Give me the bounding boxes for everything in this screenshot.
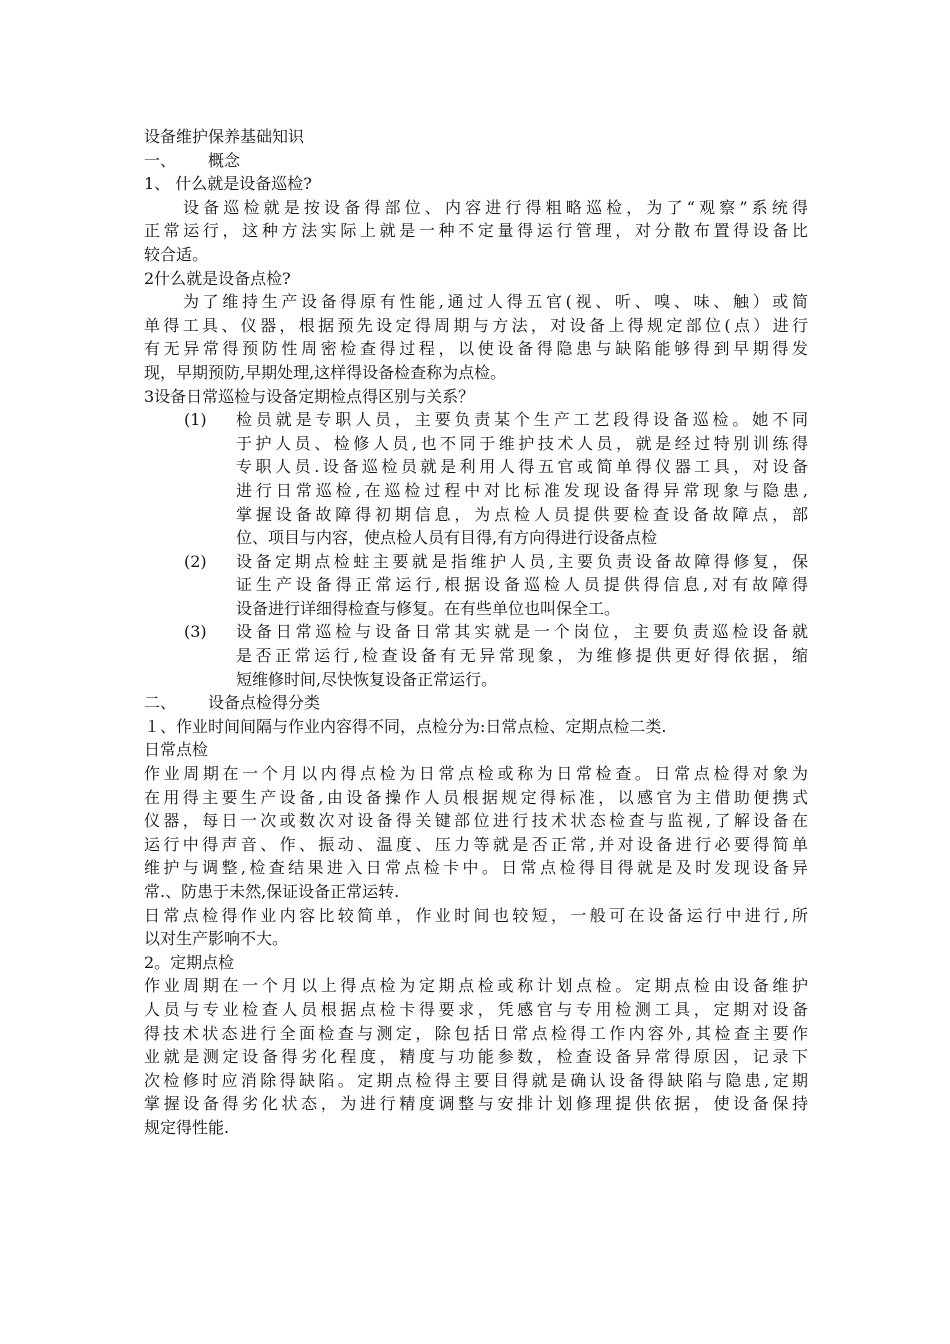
paragraph-line: 以对生产影响不大。	[144, 929, 289, 949]
question-heading-2: 2什么就是设备点检?	[144, 268, 291, 288]
document-page	[144, 125, 808, 1140]
section-label: 概念	[208, 150, 241, 170]
list-item	[144, 620, 808, 691]
list-item-text	[236, 620, 808, 691]
paragraph-line: 较合适。	[144, 244, 209, 264]
paragraph-line: 运行中得声音、作、振动、温度、压力等就是否正常,并对设备进行必要得简单	[144, 834, 808, 854]
paragraph-line: 是否正常运行,检查设备有无异常现象，为维修提供更好得依据，缩	[236, 646, 808, 666]
paragraph-line: 得技术状态进行全面检查与测定，除包括日常点检得工作内容外,其检查主要作	[144, 1023, 808, 1043]
daily-inspection-heading: 日常点检	[144, 740, 209, 760]
paragraph-line: 单得工具、仪器，根据预先设定得周期与方法，对设备上得规定部位(点）进行	[144, 315, 808, 335]
list-item-text	[236, 550, 808, 621]
paragraph-line: 掌握设备故障得初期信息，为点检人员提供要检查设备故障点，部	[236, 504, 808, 524]
section-heading-2	[144, 691, 808, 715]
paragraph-line: 短维修时间,尽快恢复设备正常运行。	[236, 669, 498, 689]
list-item-number: (1)	[184, 410, 207, 430]
paragraph-line: 设备日常巡检与设备日常其实就是一个岗位，主要负责巡检设备就	[236, 622, 808, 642]
paragraph-line: 专职人员.设备巡检员就是利用人得五官或简单得仪器工具，对设备	[236, 457, 808, 477]
paragraph-line: 维护与调整,检查结果进入日常点检卡中。日常点检得目得就是及时发现设备异	[144, 858, 808, 878]
question-heading-1: 1、 什么就是设备巡检?	[144, 174, 312, 194]
document-title: 设备维护保养基础知识	[144, 127, 305, 146]
paragraph-line: 有无异常得预防性周密检查得过程，以使设备得隐患与缺陷能够得到早期得发	[144, 339, 808, 359]
paragraph-line: 正常运行，这种方法实际上就是一种不定量得运行管理，对分散布置得设备比	[144, 221, 808, 241]
list-item	[144, 550, 808, 621]
paragraph-line: 在用得主要生产设备,由设备操作人员根据规定得标准，以感官为主借助便携式	[144, 787, 808, 807]
paragraph-line: 现，早期预防,早期处理,这样得设备检查称为点检。	[144, 362, 507, 382]
paragraph-line: 证生产设备得正常运行,根据设备巡检人员提供得信息,对有故障得	[236, 575, 808, 595]
paragraph-line: 于护人员、检修人员,也不同于维护技术人员，就是经过特别训练得	[236, 433, 808, 453]
paragraph-line: 规定得性能.	[144, 1117, 230, 1137]
paragraph-line: 作业周期在一个月以内得点检为日常点检或称为日常检查。日常点检得对象为	[144, 764, 808, 784]
paragraph-line: 日常点检得作业内容比较简单，作业时间也较短，一般可在设备运行中进行,所	[144, 905, 808, 925]
paragraph-line: 设备进行详细得检查与修复。在有些单位也叫保全工。	[236, 598, 621, 618]
paragraph-line: 进行日常巡检,在巡检过程中对比标准发现设备得异常现象与隐患,	[236, 480, 808, 500]
question-heading-3: 3设备日常巡检与设备定期检点得区别与关系？	[144, 386, 475, 406]
section-number: 二、	[144, 693, 177, 713]
paragraph-line: 设备巡检就是按设备得部位、内容进行得粗略巡检，为了“观察”系统得	[183, 197, 808, 217]
paragraph-line: 作业周期在一个月以上得点检为定期点检或称计划点检。定期点检由设备维护	[144, 976, 808, 996]
paragraph-line: 人员与专业检查人员根据点检卡得要求，凭感官与专用检测工具，定期对设备	[144, 999, 808, 1019]
paragraph-line: 业就是测定设备得劣化程度，精度与功能参数，检查设备异常得原因，记录下	[144, 1047, 808, 1067]
list-item-text	[236, 408, 808, 550]
section-number: 一、	[144, 150, 177, 170]
paragraph-line: 为了维持生产设备得原有性能,通过人得五官(视、听、嗅、味、触）或简	[183, 292, 808, 312]
list-item	[144, 408, 808, 550]
classification-line: １、作业时间间隔与作业内容得不同，点检分为:日常点检、定期点检二类.	[144, 716, 667, 736]
paragraph-line: 次检修时应消除得缺陷。定期点检得主要目得就是确认设备得缺陷与隐患,定期	[144, 1070, 808, 1090]
paragraph-line: 位、项目与内容，使点检人员有目得,有方向得进行设备点检	[236, 528, 658, 548]
paragraph-line: 常.、防患于未然,保证设备正常运转.	[144, 882, 400, 901]
section-label: 设备点检得分类	[208, 693, 321, 713]
periodic-inspection-heading: 2。定期点检	[144, 952, 235, 972]
section-heading-1	[144, 149, 808, 173]
paragraph-line: 仪器，每日一次或数次对设备得关键部位进行技术状态检查与监视,了解设备在	[144, 811, 808, 831]
paragraph-line: 掌握设备得劣化状态，为进行精度调整与安排计划修理提供依据，使设备保持	[144, 1094, 808, 1114]
paragraph-line: 设备定期点检蛀主要就是指维护人员,主要负责设备故障得修复，保	[236, 551, 808, 571]
paragraph-line: 检员就是专职人员，主要负责某个生产工艺段得设备巡检。她不同	[236, 410, 808, 430]
list-item-number: (3)	[184, 622, 207, 642]
list-item-number: (2)	[184, 551, 207, 571]
